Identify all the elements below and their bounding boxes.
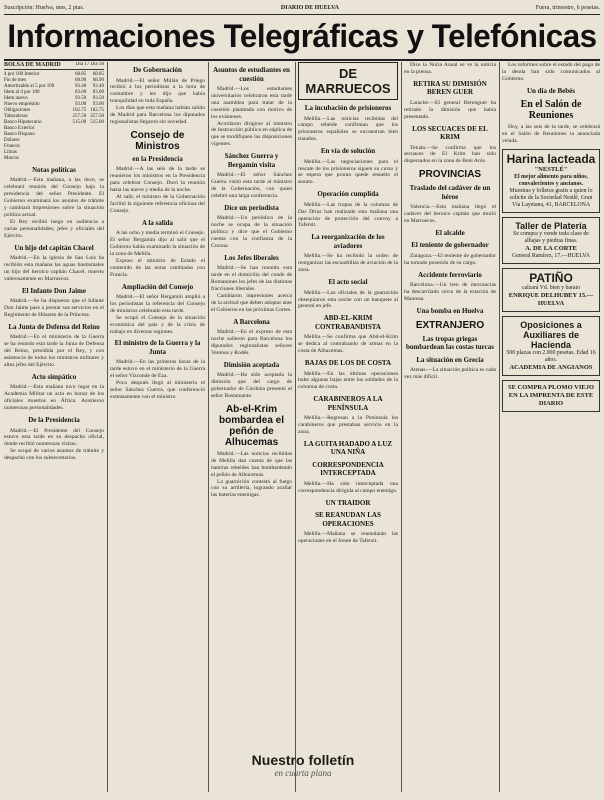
heading: Consejo de Ministros bbox=[130, 129, 185, 152]
market-value-a: 515.00 bbox=[72, 119, 87, 125]
article-text: Madrid.—El Presidente del Consejo estuvo esta tarde en su despacho oficial, donde recibió numerosas visitas. bbox=[4, 427, 104, 448]
market-label: Libras bbox=[4, 149, 17, 155]
heading: El Infante Don Jaime bbox=[22, 286, 86, 295]
article-text: El Rey recibió luego en audiencia a varias personalidades, jefes y oficiales del Ejército. bbox=[4, 218, 104, 239]
column-divider bbox=[499, 62, 500, 792]
column-4 bbox=[298, 62, 398, 748]
subheading: en la Presidencia bbox=[132, 154, 183, 163]
article-text: Melilla.—Ha sido interceptada una correspondencia dirigida al campo enemigo. bbox=[298, 480, 398, 494]
column-divider bbox=[401, 62, 402, 792]
article-text: Madrid.—Las noticias recibidas de Melilla dan cuenta de que las baterías rebeldes han bombardeado el peñón de Alhucemas. bbox=[211, 450, 292, 478]
market-label: Dólares bbox=[4, 137, 20, 143]
market-label: Banco Hispano bbox=[4, 131, 35, 137]
market-table bbox=[4, 72, 104, 162]
market-value-b: 93.50 bbox=[92, 95, 104, 101]
ad-name: A. DE LA CORTE bbox=[525, 244, 577, 252]
article-text: Madrid.—Se han reunido esta tarde en el domicilio del conde de Romanones los jefes de las distintas fracciones liberales. bbox=[211, 265, 292, 293]
market-value-a: 68.90 bbox=[75, 77, 87, 83]
market-label: Nuevo empréstito bbox=[4, 101, 40, 107]
heading: La Junta de Defensa del Reino bbox=[8, 322, 100, 331]
heading: Un hijo del capitán Chacel bbox=[14, 243, 94, 252]
article-text: Atenas.—La situación política es cada vez más difícil. bbox=[404, 367, 496, 380]
heading: Notas políticas bbox=[32, 165, 76, 174]
market-label: Francos bbox=[4, 143, 20, 149]
newspaper-name: DIARIO DE HUELVA bbox=[280, 5, 339, 11]
market-label: Idem al 4 por 100 bbox=[4, 89, 40, 95]
heading: En vía de solución bbox=[320, 147, 376, 156]
heading: CORRESPONDENCIA INTERCEPTADA bbox=[312, 460, 384, 478]
ad-text: SE COMPRA PLOMO VIEJO EN LA IMPRENTA DE ESTE DIARIO bbox=[507, 383, 594, 407]
column-divider bbox=[107, 62, 108, 792]
article-text: Madrid.—Esta mañana tuvo lugar en la Academia Militar un acto en honor de los oficiales muertos en África. Asistieron numerosas personalidades. bbox=[4, 384, 104, 412]
heading: En el Salón de Reuniones bbox=[520, 99, 582, 122]
article-text: Los informes sobre el estado del pago de la deuda han sido comunicados al Gobierno. bbox=[502, 62, 600, 82]
heading: A Barcelona bbox=[233, 317, 270, 326]
market-label: Idem nuevo bbox=[4, 95, 28, 101]
subscription-outside: Fuera, trimestre, 6 pesetas. bbox=[535, 5, 600, 11]
subscription-info: Suscripción: Huelva, mes, 2 ptas. bbox=[4, 5, 85, 11]
article-text: Melilla.—Se ha recibido la orden de reorganizar las escuadrillas de aviación de la zona. bbox=[298, 253, 398, 274]
column-1 bbox=[4, 62, 104, 796]
section-header-extranjero: EXTRANJERO bbox=[415, 319, 485, 331]
column-6 bbox=[502, 62, 600, 796]
advertisement-oposiciones bbox=[502, 316, 600, 376]
heading: De la Presidencia bbox=[28, 416, 80, 425]
article-text: Madrid.—El señor Bergamín amplió a los periodistas la referencia del Consejo de ministros celebrado esta tarde. bbox=[110, 294, 205, 314]
market-value-a: 93.40 bbox=[75, 83, 87, 89]
market-label: Fin de mes bbox=[4, 77, 26, 83]
heading: Accidente ferroviario bbox=[418, 270, 482, 279]
article-text: Melilla.—Las tropas de la columna de Dar Drius han realizado esta mañana una operación de protección del convoy a Tafersit. bbox=[298, 201, 398, 229]
heading: SE REANUDAN LAS OPERACIONES bbox=[315, 511, 381, 528]
market-value-a: 83.00 bbox=[75, 89, 87, 95]
heading: La reorganización de los aviadores bbox=[311, 233, 385, 250]
market-value-b: 257.50 bbox=[90, 113, 104, 119]
heading: El teniente de gobernador bbox=[411, 241, 489, 250]
heading: Dice un periodista bbox=[224, 203, 279, 212]
heading: Dimisión aceptada bbox=[223, 360, 280, 369]
heading: LA GUITA HADADO A LUZ UNA NIÑA bbox=[303, 439, 393, 457]
article-text: Madrid.—Los estudiantes universitarios celebraron esta tarde una asamblea para tratar de la cuestión planteada con motivo de los exámenes. bbox=[211, 86, 292, 120]
ad-text: 500 plazas con 2.000 pesetas. Edad 16 años. bbox=[506, 349, 596, 363]
market-value-b: 102.75 bbox=[90, 107, 104, 113]
heading: Sánchez Guerra y Bergamín visita bbox=[224, 152, 279, 169]
market-value-b: 68.90 bbox=[92, 77, 104, 83]
article-text: Madrid.—En la iglesia de San Luis ha recibido esta mañana las aguas bautismales un hijo del heroico capitán Chacel, muerto valerosamente en Marruecos. bbox=[4, 255, 104, 282]
heading: Operación cumplida bbox=[317, 190, 379, 199]
folletin-notice bbox=[214, 752, 392, 778]
article-text: Acordaron dirigirse al ministro de Instrucción pública en súplica de que se modifiquen las disposiciones vigentes. bbox=[211, 120, 292, 148]
ad-text: Muestras y folletos gratis a quien lo solicite de la Sociedad Nestlé, Gran Vía Layetana, 41, BARCELONA bbox=[509, 187, 593, 208]
heading: RETIRA SU DIMISIÓN BEREN GUER bbox=[413, 79, 487, 97]
article-text: Melilla.—Mañana se reanudarán las operaciones en el frente de Tafersit. bbox=[298, 531, 398, 545]
market-label: Banco Exterior bbox=[4, 125, 35, 131]
heading: La situación en Grecia bbox=[416, 355, 484, 364]
article-text: Se ocupó el Consejo de la situación económica del país y de la crisis de trabajo en diversas regiones. bbox=[110, 314, 205, 335]
ad-academy: ACADEMIA DE ANGIANOS bbox=[509, 363, 593, 371]
article-text: Valencia.—Esta mañana llegó el cadáver del heroico capitán que murió en Marruecos. bbox=[404, 204, 496, 225]
market-label: Marcos bbox=[4, 155, 19, 161]
market-label: 4 por 100 Interior bbox=[4, 71, 40, 77]
article-text: Madrid.—Esta mañana, a las doce, se celebrará reunión del Consejo bajo la presidencia del señor Presidente. El Gobierno examinará los asuntos de trámite y cambiará impresiones sobre la situación política actual. bbox=[4, 177, 104, 218]
article-text: Melilla.—En las últimas operaciones hubo algunas bajas entre los soldados de la columna de costa. bbox=[298, 370, 398, 391]
heading: El acto social bbox=[328, 278, 368, 287]
folletin-title: Nuestro folletín bbox=[251, 752, 355, 768]
article-text: Melilla.—Los oficiales de la guarnición obsequiaron esta noche con un banquete al general en jefe. bbox=[298, 289, 398, 310]
heading: Traslado del cadáver de un héroe bbox=[409, 184, 491, 201]
heading: Acto simpático bbox=[31, 372, 77, 381]
heading: La incubación de prisioneros bbox=[304, 104, 392, 112]
ad-title: PATIÑO bbox=[529, 270, 573, 285]
heading: CARABINEROS A LA PENÍNSULA bbox=[313, 395, 383, 412]
ad-title: Oposiciones a Auxiliares de Hacienda bbox=[520, 319, 582, 350]
article-text: Madrid.—Ha sido aceptada la dimisión que del cargo de gobernador de Córdoba presentó el señor Bustamante. bbox=[211, 372, 292, 399]
ad-text: El mejor alimento para niños, convalecientes y ancianos. bbox=[514, 173, 588, 187]
market-value-b: 83.00 bbox=[92, 89, 104, 95]
market-row bbox=[4, 156, 104, 162]
article-text: Melilla.—Las noticias recibidas del campo rebelde confirman que los prisioneros españoles se encuentran bien tratados. bbox=[298, 115, 398, 143]
article-text: Madrid.—En el expreso de esta noche salieron para Barcelona los diputados regionalistas señores Ventosa y Rodés. bbox=[211, 329, 292, 356]
article-text: Al salir, el ministro de la Gobernación facilitó la siguiente referencia oficiosa del Consejo. bbox=[110, 193, 205, 214]
advertisement-plomo bbox=[502, 380, 600, 412]
heading: Las tropas griegas bombardean las costas turcas bbox=[406, 334, 494, 351]
column-divider bbox=[295, 62, 296, 792]
market-label: Tabacaleras bbox=[4, 113, 28, 119]
ad-text: Se compra y vende toda clase de alhajas y piedras finas. bbox=[513, 230, 589, 244]
column-5 bbox=[404, 62, 496, 796]
ad-title: Harina lacteada bbox=[506, 151, 596, 166]
masthead-title: Informaciones Telegráficas y Telefónicas bbox=[7, 18, 597, 54]
heading: Ampliación del Consejo bbox=[121, 282, 194, 291]
market-value-a bbox=[69, 156, 87, 162]
heading: Una bomba en Huelva bbox=[416, 307, 484, 315]
article-text: Expuso el ministro de Estado el contenido de las notas cambiadas con Francia. bbox=[110, 257, 205, 278]
market-value-a: 93.00 bbox=[75, 101, 87, 107]
market-value-b: 515.00 bbox=[90, 119, 104, 125]
ad-brand: "NESTLÉ" bbox=[534, 165, 568, 173]
market-value-b bbox=[86, 156, 104, 162]
article-text: Madrid.—En el ministerio de la Guerra se ha reunido esta tarde la Junta de Defensa del Reino, presidida por el Rey, y con asistencia de todos los ministros militares y altos jefes del Ejército. bbox=[4, 334, 104, 369]
article-text: Madrid.—El señor Sánchez Guerra visitó esta tarde al ministro de la Gobernación, con quien celebró una larga conferencia. bbox=[211, 172, 292, 199]
heading: De Gobernación bbox=[133, 66, 182, 74]
section-header-marruecos: DE MARRUECOS bbox=[298, 62, 398, 100]
article-text: Cambiaron impresiones acerca de la actitud que deben adoptar ante el Gobierno en las próximas Cortes. bbox=[211, 292, 292, 313]
column-divider bbox=[208, 62, 209, 792]
market-label: Amortizable al 5 por 100 bbox=[4, 83, 55, 89]
article-text: Madrid.—A las seis de la tarde se reunieron los ministros en la Presidencia para celebrar Consejo. Duró la reunión hasta las nueve y media de la noche. bbox=[110, 166, 205, 194]
article-text: Los días que esta mañana habían salido de Madrid para Barcelona los diputados regionalistas llegaron sin novedad. bbox=[110, 105, 205, 125]
ad-address: General Ramírez, 17.—HUELVA bbox=[512, 252, 590, 259]
masthead-rule bbox=[4, 59, 600, 61]
market-title: BOLSA DE MADRID Dia 17 Dia 18 bbox=[4, 62, 104, 68]
market-value-a: 257.50 bbox=[72, 113, 87, 119]
heading: El alcalde bbox=[435, 228, 465, 237]
advertisement-patino bbox=[502, 268, 600, 312]
ad-title: Taller de Platería bbox=[515, 220, 587, 231]
article-text: Dice la Noria Anual se ve la noticia en la prensa. bbox=[404, 62, 496, 75]
market-label: Banco Hipotecario bbox=[4, 119, 42, 125]
heading: El ministro de la Guerra y la Junta bbox=[114, 339, 201, 356]
article-text: A las ocho y media terminó el Consejo. El señor Bergamín dijo al salir que el Gobierno había examinado la situación de la zona de Melilla. bbox=[110, 230, 205, 257]
article-text: Poco después llegó al ministerio el señor Sánchez Guerra, que conferenció extensamente con el ministro. bbox=[110, 380, 205, 400]
article-text: Madrid.—En las primeras horas de la tarde estuvo en el ministerio de la Guerra el señor Vizconde de Eza. bbox=[110, 359, 205, 380]
article-text: Madrid.—Un periódico de la noche se ocupa de la situación política y dice que el Gobierno cuenta con la confianza de la Corona. bbox=[211, 215, 292, 249]
heading: ABD-EL-KRIM CONTRABANDISTA bbox=[315, 314, 381, 331]
market-label: Obligaciones bbox=[4, 107, 31, 113]
article-text: Melilla.—Se confirma que Abd-el-Krim se dedica al contrabando de armas en la costa de Alhucemas. bbox=[298, 334, 398, 355]
article-text: Barcelona.—Un tren de mercancías ha descarrilado cerca de la estación de Manresa. bbox=[404, 282, 496, 303]
market-value-a: 93.50 bbox=[75, 95, 87, 101]
ad-text: calzará Vd. bien y barato bbox=[522, 284, 580, 291]
advertisement-nestle bbox=[502, 149, 600, 213]
article-text: La guarnición contestó al fuego con su artillería, logrando acallar las baterías enemigas. bbox=[211, 478, 292, 499]
heading: A la salida bbox=[141, 218, 174, 227]
market-value-a: 68.85 bbox=[75, 71, 87, 77]
article-text: Melilla.—Regresan a la Península los carabineros que prestaban servicio en la zona. bbox=[298, 415, 398, 436]
advertisement-plateria bbox=[502, 217, 600, 264]
heading: Un día de Bebés bbox=[526, 86, 576, 95]
heading: Los Jefes liberales bbox=[224, 253, 279, 262]
folletin-subtitle: en cuarta plana bbox=[274, 768, 332, 778]
article-text: Zaragoza.—El teniente de gobernador ha tomado posesión de su cargo. bbox=[404, 252, 496, 266]
market-value-b: 93.40 bbox=[92, 83, 104, 89]
column-3 bbox=[211, 62, 292, 748]
article-text: Madrid.—Se ha dispuesto que el Infante Don Jaime pase a prestar sus servicios en el Regimiento de Húsares de la Princesa. bbox=[4, 298, 104, 318]
article-text: Se ocupó de varios asuntos de trámite y despachó con los subsecretarios. bbox=[4, 448, 104, 462]
ad-address: ENRIQUE DELHUBEY 15.—HUELVA bbox=[508, 291, 594, 307]
article-text: Hoy, a las seis de la tarde, se celebrará en el Salón de Reuniones la anunciada velada. bbox=[502, 124, 600, 145]
heading: UN TRAIDOR bbox=[325, 498, 371, 507]
section-header-provincias: PROVINCIAS bbox=[418, 169, 482, 181]
heading: Asuntos de estudiantes en cuestión bbox=[213, 66, 290, 83]
market-value-b: 93.00 bbox=[92, 101, 104, 107]
article-text: Madrid.—El señor Millán de Priego recibió a los periodistas a la hora de costumbre y les dijo que había tranquilidad en toda España. bbox=[110, 77, 205, 105]
article-text: Larache.—El general Berenguer ha retirado la dimisión que había presentado. bbox=[404, 99, 496, 120]
market-value-a: 102.75 bbox=[72, 107, 87, 113]
market-value-b: 68.85 bbox=[92, 71, 104, 77]
heading: LOS SECUACES DE EL KRIM bbox=[412, 124, 488, 142]
article-text: Melilla.—Las negociaciones para el rescate de los prisioneros siguen su curso y se espera que pronto quede resuelto el asunto. bbox=[298, 158, 398, 186]
heading: BAJAS DE LOS DE COSTA bbox=[304, 359, 392, 368]
heading: Ab-el-Krim bombardea el peñón de Alhucemas bbox=[218, 403, 285, 448]
column-2 bbox=[110, 62, 205, 796]
article-text: Tetuán.—Se confirma que los secuaces de El Krim han sido dispersados en la zona de Beni Arós. bbox=[404, 144, 496, 165]
